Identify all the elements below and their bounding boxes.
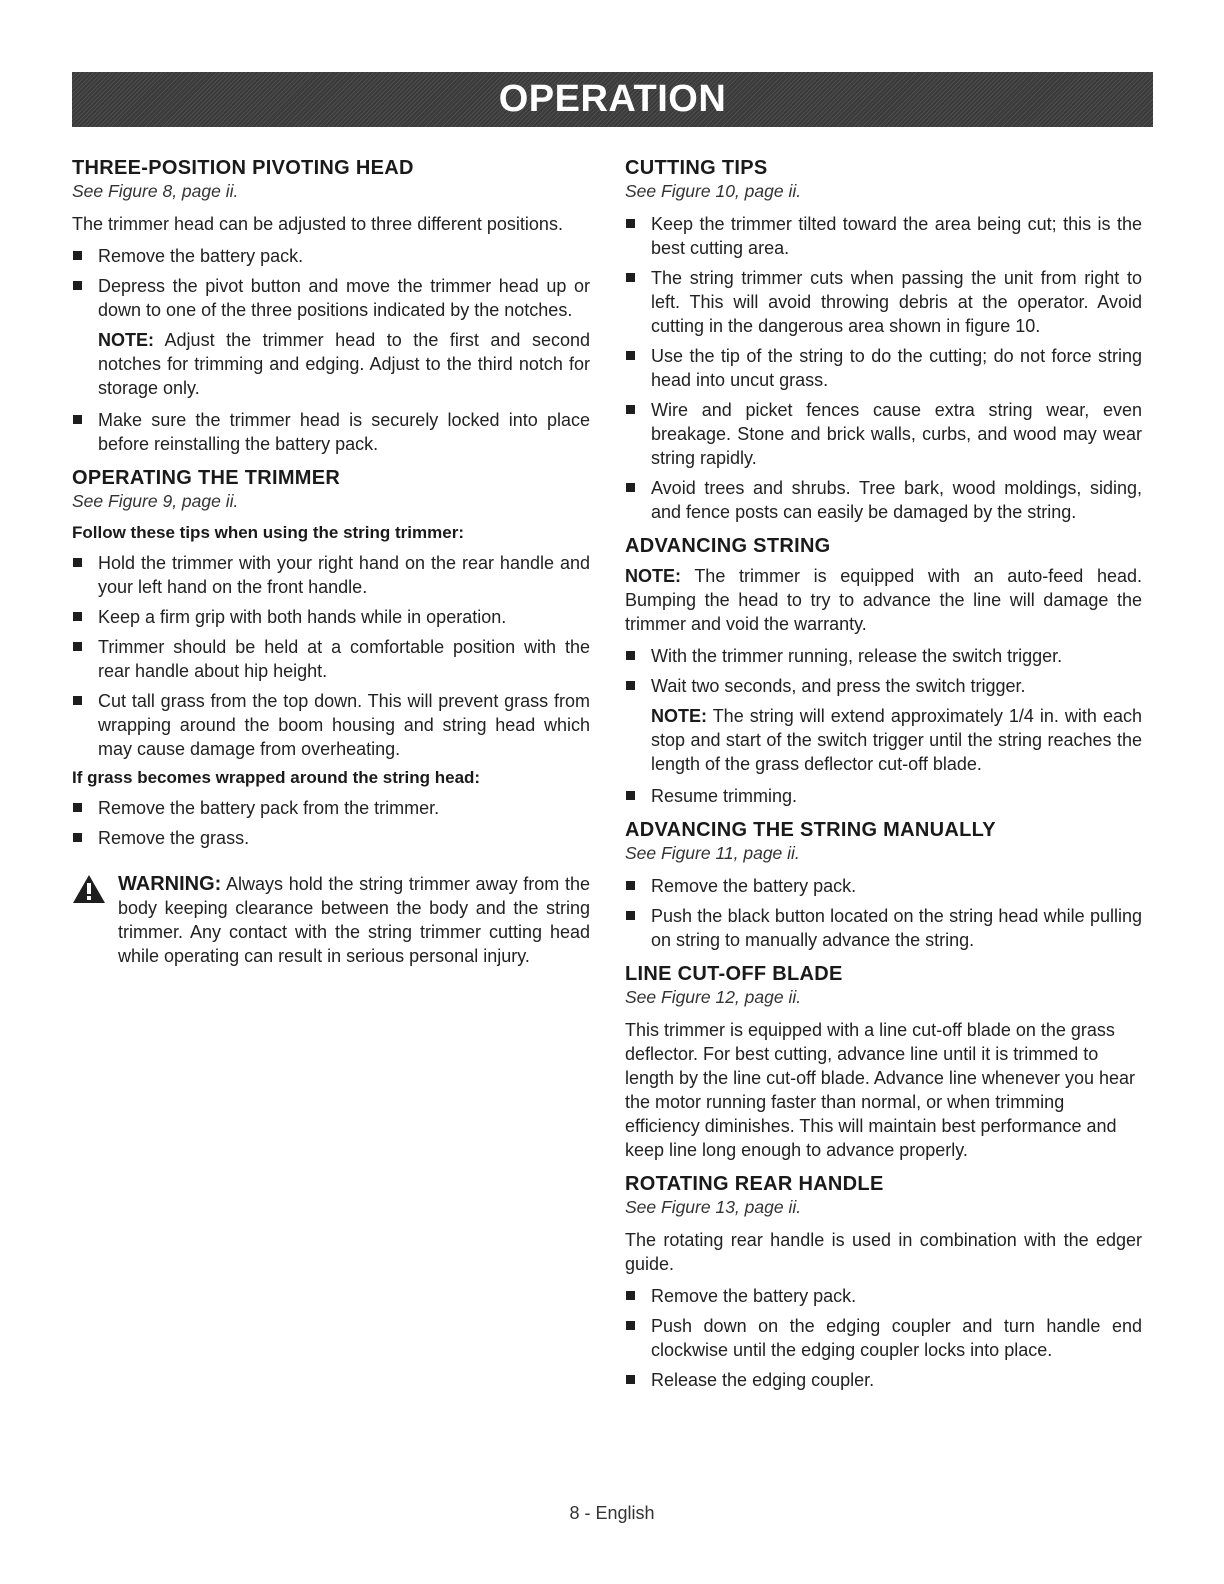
list-item-text: Hold the trimmer with your right hand on the rear handle and your left hand on the front handle. [98, 553, 590, 597]
section-heading: LINE CUT-OFF BLADE [625, 963, 843, 985]
square-bullet-icon [73, 696, 82, 705]
list-item [625, 398, 1142, 470]
note [625, 704, 1142, 776]
square-bullet-icon [626, 911, 635, 920]
list-item-text: Remove the grass. [98, 828, 250, 848]
list-item [72, 551, 590, 599]
figure-reference: See Figure 12, page ii. [625, 987, 802, 1007]
list-item [625, 1314, 1142, 1362]
list-item-text: Push the black button located on the string head while pulling on string to manually advance the string. [651, 906, 1142, 950]
list-item-text: Trimmer should be held at a comfortable position with the rear handle about hip height. [98, 637, 590, 681]
list-item-text: Make sure the trimmer head is securely locked into place before reinstalling the battery pack. [98, 410, 590, 454]
list-item-text: Cut tall grass from the top down. This will prevent grass from wrapping around the boom housing and string head which may cause damage from overheating. [98, 691, 590, 759]
subheading: If grass becomes wrapped around the string head: [72, 768, 481, 787]
right-column [625, 156, 1142, 1402]
square-bullet-icon [73, 415, 82, 424]
warning-text: Always hold the string trimmer away from the body keeping clearance between the body and the string trimmer. Any contact with the string trimmer cutting head while operating can result in serious personal injury. [118, 874, 590, 966]
square-bullet-icon [626, 681, 635, 690]
section-three-position-pivoting-head [72, 156, 590, 456]
list-item-text: Wait two seconds, and press the switch trigger. [651, 676, 1026, 696]
list-item-text: Resume trimming. [651, 786, 798, 806]
list-item-text: Depress the pivot button and move the trimmer head up or down to one of the three positions indicated by the notches. [98, 276, 590, 320]
section-cutting-tips [625, 156, 1142, 524]
note-label: NOTE: [625, 566, 681, 586]
section-heading: THREE-POSITION PIVOTING HEAD [72, 157, 414, 179]
list-item [625, 1284, 1142, 1308]
square-bullet-icon [626, 881, 635, 890]
note [72, 328, 590, 400]
list-item-text: Remove the battery pack from the trimmer. [98, 798, 440, 818]
subheading: Follow these tips when using the string trimmer: [72, 523, 464, 542]
list-item [625, 784, 1142, 808]
square-bullet-icon [626, 351, 635, 360]
warning-icon [72, 874, 106, 904]
square-bullet-icon [626, 219, 635, 228]
list-item [625, 476, 1142, 524]
figure-reference: See Figure 13, page ii. [625, 1197, 802, 1217]
list-item-text: Release the edging coupler. [651, 1370, 875, 1390]
warning-block [72, 872, 590, 968]
paragraph: This trimmer is equipped with a line cut-off blade on the grass deflector. For best cutting, advance line until it is trimmed to length by the line cut-off blade. Advance line whenever you hear the motor running faster than normal, or when trimming efficiency diminishes. This will maintain best performance and keep line long enough to advance properly. [625, 1020, 1136, 1160]
square-bullet-icon [626, 1291, 635, 1300]
square-bullet-icon [73, 642, 82, 651]
note-label: NOTE: [98, 330, 154, 350]
note [625, 564, 1142, 636]
list-item-text: Use the tip of the string to do the cutting; do not force string head into uncut grass. [651, 346, 1142, 390]
paragraph: The trimmer head can be adjusted to three different positions. [72, 214, 563, 234]
section-heading: ADVANCING THE STRING MANUALLY [625, 819, 996, 841]
figure-reference: See Figure 10, page ii. [625, 181, 802, 201]
list-item-text: Avoid trees and shrubs. Tree bark, wood moldings, siding, and fence posts can easily be damaged by the string. [651, 478, 1142, 522]
square-bullet-icon [73, 833, 82, 842]
list-item [625, 1368, 1142, 1392]
square-bullet-icon [626, 651, 635, 660]
list-item [72, 244, 590, 268]
note-label: NOTE: [651, 706, 707, 726]
figure-reference: See Figure 11, page ii. [625, 843, 800, 863]
section-banner [72, 72, 1153, 127]
section-rotating-rear-handle [625, 1172, 1142, 1392]
list-item-text: With the trimmer running, release the switch trigger. [651, 646, 1063, 666]
list-item [625, 644, 1142, 668]
list-item-text: Wire and picket fences cause extra string wear, even breakage. Stone and brick walls, curbs, and wood may wear string rapidly. [651, 400, 1142, 468]
square-bullet-icon [73, 281, 82, 290]
banner-title: OPERATION [498, 78, 727, 120]
section-advancing-string-manually [625, 818, 1142, 952]
square-bullet-icon [626, 1375, 635, 1384]
section-operating-the-trimmer [72, 466, 590, 850]
list-item [625, 674, 1142, 698]
paragraph: The rotating rear handle is used in combination with the edger guide. [625, 1230, 1142, 1274]
note-text: The string will extend approximately 1/4 in. with each stop and start of the switch trigger until the string reaches the length of the grass deflector cut-off blade. [651, 706, 1142, 774]
note-text: The trimmer is equipped with an auto-feed head. Bumping the head to try to advance the line will damage the trimmer and void the warranty. [625, 566, 1142, 634]
figure-reference: See Figure 8, page ii. [72, 181, 239, 201]
section-advancing-string [625, 534, 1142, 808]
square-bullet-icon [73, 558, 82, 567]
section-heading: ROTATING REAR HANDLE [625, 1173, 884, 1195]
list-item-text: Remove the battery pack. [651, 1286, 857, 1306]
square-bullet-icon [626, 483, 635, 492]
note-text: Adjust the trimmer head to the first and second notches for trimming and edging. Adjust to the third notch for storage only. [98, 330, 590, 398]
square-bullet-icon [626, 1321, 635, 1330]
list-item [625, 874, 1142, 898]
list-item [72, 826, 590, 850]
list-item-text: Remove the battery pack. [651, 876, 857, 896]
figure-reference: See Figure 9, page ii. [72, 491, 239, 511]
list-item [72, 274, 590, 322]
list-item [625, 904, 1142, 952]
list-item [72, 689, 590, 761]
list-item [72, 605, 590, 629]
square-bullet-icon [73, 612, 82, 621]
list-item [72, 635, 590, 683]
section-heading: CUTTING TIPS [625, 157, 768, 179]
list-item-text: Remove the battery pack. [98, 246, 304, 266]
section-heading: ADVANCING STRING [625, 535, 831, 557]
list-item [72, 796, 590, 820]
list-item [625, 266, 1142, 338]
list-item [625, 212, 1142, 260]
list-item-text: Keep the trimmer tilted toward the area being cut; this is the best cutting area. [651, 214, 1142, 258]
page-footer: 8 - English [569, 1503, 655, 1523]
list-item-text: Push down on the edging coupler and turn handle end clockwise until the edging coupler locks into place. [651, 1316, 1142, 1360]
section-line-cut-off-blade [625, 962, 1142, 1162]
left-column [72, 156, 590, 968]
list-item-text: The string trimmer cuts when passing the unit from right to left. This will avoid throwing debris at the operator. Avoid cutting in the dangerous area shown in figure 10. [651, 268, 1142, 336]
square-bullet-icon [73, 803, 82, 812]
square-bullet-icon [626, 791, 635, 800]
square-bullet-icon [626, 273, 635, 282]
list-item-text: Keep a firm grip with both hands while in operation. [98, 607, 507, 627]
square-bullet-icon [73, 251, 82, 260]
square-bullet-icon [626, 405, 635, 414]
warning-label: WARNING: [118, 873, 222, 895]
list-item [625, 344, 1142, 392]
section-heading: OPERATING THE TRIMMER [72, 467, 341, 489]
list-item [72, 408, 590, 456]
